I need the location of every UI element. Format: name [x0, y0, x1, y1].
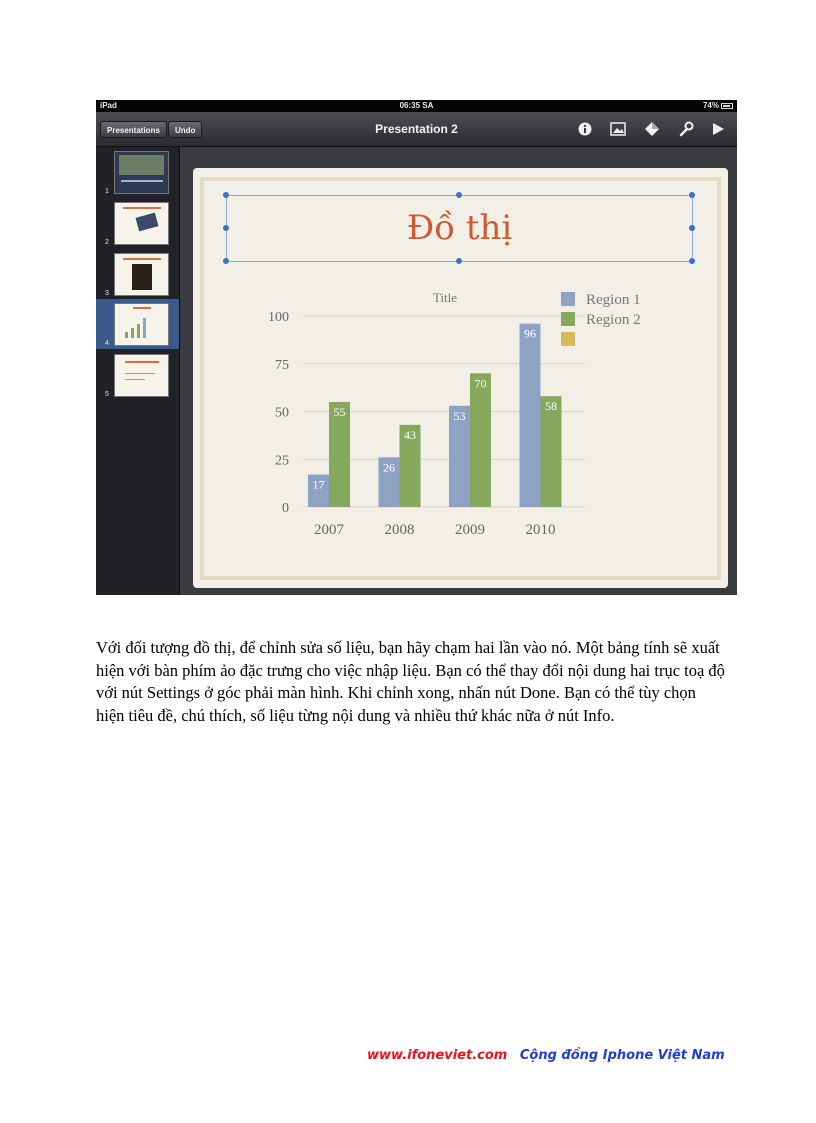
legend-swatch [561, 332, 575, 346]
body-paragraph: Với đối tượng đồ thị, để chỉnh sửa số liệu, bạn hãy chạm hai lần vào nó. Một bảng tính sẽ xuất hiện với bàn phím ảo đặc trưng cho việc nhập liệu. Bạn có thể thay đổi nội dung hai trục toạ độ với nút Settings ở góc phải màn hình. Khi chỉnh xong, nhấn nút Done. Bạn có thể tùy chọn hiện tiêu đề, chú thích, số liệu từng nội dung và nhiều thứ khác nữa ở nút Info. [96, 638, 725, 725]
slide-thumbnail-2[interactable] [96, 198, 179, 248]
clock: 06:35 SA [399, 101, 434, 110]
status-bar [96, 100, 737, 112]
footer-tagline: Cộng đồng Iphone Việt Nam [519, 1048, 725, 1063]
shapes-icon[interactable] [644, 121, 660, 137]
media-icon[interactable] [610, 121, 626, 137]
legend-label: Region 1 [586, 292, 641, 308]
y-tick-label: 0 [282, 501, 289, 516]
slide-number: 5 [105, 391, 109, 398]
data-label: 17 [312, 477, 325, 492]
slide-number: 1 [105, 188, 109, 195]
device-label: iPad [100, 101, 117, 110]
battery-icon [721, 103, 733, 109]
slide-thumbnail-1[interactable] [96, 147, 179, 197]
x-tick-label: 2007 [314, 522, 344, 538]
legend-swatch [561, 312, 575, 326]
slide-number: 3 [105, 290, 109, 297]
slide-number: 4 [105, 340, 109, 347]
bar [470, 373, 491, 507]
slide-number: 2 [105, 239, 109, 246]
document-title: Presentation 2 [375, 122, 458, 136]
play-icon[interactable] [710, 121, 726, 137]
slide-thumbnail-3[interactable] [96, 249, 179, 299]
legend-label: Region 2 [586, 312, 641, 328]
undo-button[interactable]: Undo [168, 121, 202, 138]
x-tick-label: 2008 [384, 522, 415, 538]
legend-swatch [561, 292, 575, 306]
data-label: 53 [453, 408, 466, 423]
footer [367, 1048, 725, 1063]
x-tick-label: 2010 [525, 522, 556, 538]
bar-chart[interactable] [255, 280, 665, 545]
footer-site[interactable]: www.ifoneviet.com [367, 1048, 508, 1063]
wrench-icon[interactable] [678, 121, 694, 137]
y-tick-label: 75 [275, 357, 289, 373]
toolbar [96, 112, 737, 147]
y-tick-label: 50 [275, 405, 289, 421]
slide-navigator [96, 147, 180, 595]
slide-thumbnail-5[interactable] [96, 350, 179, 400]
data-label: 55 [333, 404, 346, 419]
slide-thumbnail-4[interactable] [96, 299, 179, 349]
presentations-button[interactable]: Presentations [100, 121, 167, 138]
y-tick-label: 100 [268, 310, 289, 325]
data-label: 26 [383, 460, 395, 475]
bar [520, 324, 541, 507]
battery-percent: 74% [702, 101, 719, 110]
y-tick-label: 25 [275, 453, 289, 469]
slide-title[interactable]: Đồ thị [406, 208, 513, 248]
data-label: 58 [545, 399, 557, 414]
data-label: 70 [474, 376, 487, 391]
info-icon[interactable] [577, 121, 593, 137]
x-tick-label: 2009 [455, 522, 485, 538]
chart-title: Title [432, 290, 458, 305]
data-label: 43 [404, 427, 416, 442]
data-label: 96 [524, 326, 536, 341]
